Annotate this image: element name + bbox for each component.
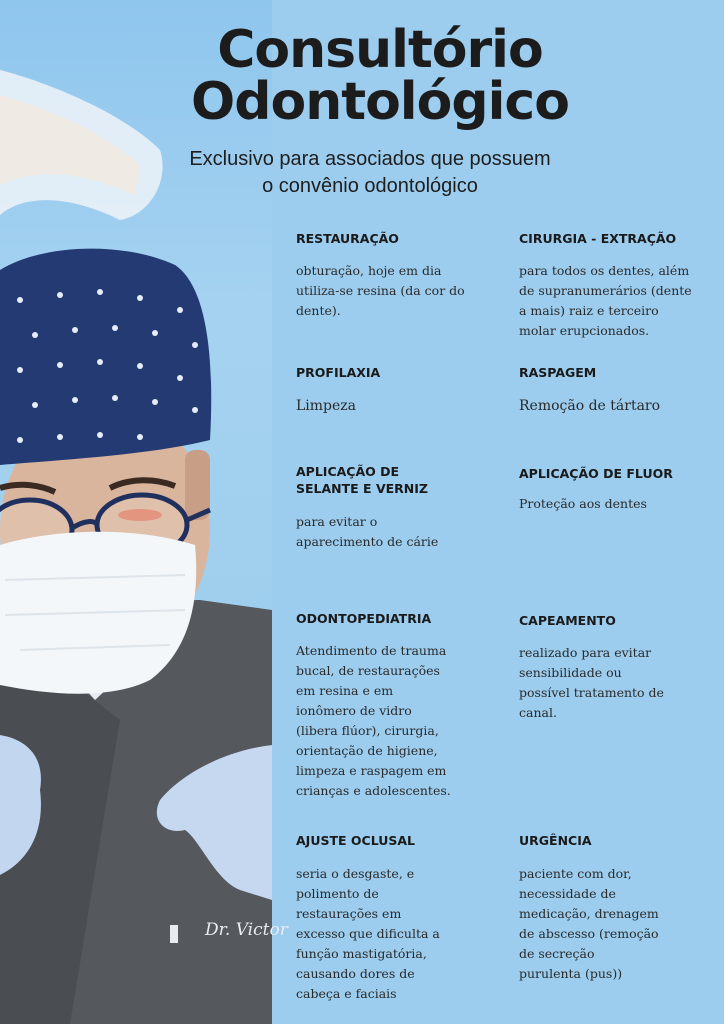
service-restauracao xyxy=(296,230,466,321)
service-selante-verniz xyxy=(296,463,446,552)
service-description: obturação, hoje em dia utiliza-se resina (da cor do dente). xyxy=(296,263,465,318)
service-odontopediatria xyxy=(296,610,454,801)
service-description: Proteção aos dentes xyxy=(519,496,647,511)
service-description: para todos os dentes, além de supranumerários (dente a mais) raiz e terceiro molar erupcionados. xyxy=(519,263,692,338)
service-title: CAPEAMENTO xyxy=(519,613,616,628)
service-profilaxia xyxy=(296,364,486,416)
service-title: URGÊNCIA xyxy=(519,833,592,848)
service-title: RESTAURAÇÃO xyxy=(296,231,399,246)
service-title: ODONTOPEDIATRIA xyxy=(296,611,432,626)
service-title: RASPAGEM xyxy=(519,365,597,380)
service-description: realizado para evitar sensibilidade ou possível tratamento de canal. xyxy=(519,645,664,720)
service-title: AJUSTE OCLUSAL xyxy=(296,833,416,848)
page-subtitle xyxy=(150,146,590,200)
service-capeamento xyxy=(519,612,669,723)
service-title: APLICAÇÃO DE FLUOR xyxy=(519,466,673,481)
subtitle-line-1: Exclusivo para associados que possuem xyxy=(189,148,551,170)
service-urgencia xyxy=(519,832,659,984)
title-line-2: Odontológico xyxy=(191,72,569,132)
service-description: para evitar o aparecimento de cárie xyxy=(296,514,439,549)
pocket-logo xyxy=(170,925,178,943)
service-raspagem xyxy=(519,364,709,416)
service-title: CIRURGIA - EXTRAÇÃO xyxy=(519,231,677,246)
service-description: Atendimento de trauma bucal, de restaurações em resina e em ionômero de vidro (libera flúor), cirurgia, orientação de higiene, limpeza e raspagem em crianças e adolescentes. xyxy=(296,643,451,798)
title-line-1: Consultório xyxy=(217,20,543,80)
service-description: Limpeza xyxy=(296,398,357,414)
service-title: APLICAÇÃO DE SELANTE E VERNIZ xyxy=(296,464,428,496)
service-description: seria o desgaste, e polimento de restaurações em excesso que dificulta a função mastigatória, causando dores de cabeça e faciais xyxy=(296,866,440,1001)
page-title xyxy=(170,20,590,132)
service-title: PROFILAXIA xyxy=(296,365,381,380)
subtitle-line-2: o convênio odontológico xyxy=(262,175,478,197)
service-description: Remoção de tártaro xyxy=(519,398,661,414)
lens-reflection xyxy=(118,509,162,521)
surgical-cap xyxy=(0,249,211,465)
service-ajuste-oclusal xyxy=(296,832,441,1004)
service-cirurgia-extracao xyxy=(519,230,699,341)
service-aplicacao-fluor xyxy=(519,465,699,514)
service-description: paciente com dor, necessidade de medicação, drenagem de abscesso (remoção de secreção purulenta (pus)) xyxy=(519,866,659,981)
name-tag: Dr. Victor xyxy=(205,920,288,940)
